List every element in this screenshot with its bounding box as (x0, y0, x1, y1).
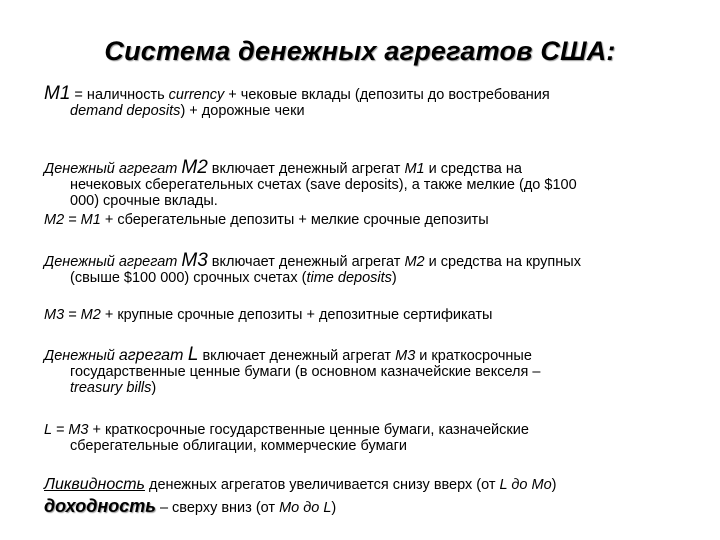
m3-eq-lhs: M3 = M2 (44, 307, 101, 323)
treasury-bills-term: treasury bills (70, 380, 152, 396)
liq-rest2b: ) (331, 500, 337, 516)
liq-rest1: денежных агрегатов увеличивается снизу вверх (от (144, 477, 500, 493)
slide-title: Система денежных агрегатов США: (104, 36, 616, 66)
l-rest1b: и краткосрочные (415, 348, 532, 364)
yield-word: доходность (44, 496, 156, 516)
liq-from: L до Mo (499, 477, 552, 493)
m3-definition (44, 250, 684, 286)
m2-rest1a: включает денежный агрегат (207, 161, 405, 177)
m2-line3: 000) срочные вклады. (70, 193, 218, 209)
m3-m2-ref: M2 (404, 254, 425, 270)
l-line3b: ) (151, 380, 157, 396)
l-line3 (44, 380, 684, 396)
liq-rest2: – сверху вниз (от (155, 500, 280, 516)
m2-label: M2 (181, 157, 208, 178)
liquidity-note (44, 474, 684, 519)
m3-line2b: ) (391, 270, 397, 286)
l-eq-rhs: + краткосрочные государственные ценные бумаги, казначейские (88, 422, 529, 438)
m1-rest1: + чековые вклады (депозиты до востребования (224, 87, 550, 103)
m2-eq-lhs: M2 = M1 (44, 212, 101, 228)
m1-label: M1 (44, 83, 71, 104)
m2-equation (44, 212, 684, 228)
m2-definition (44, 157, 684, 209)
m1-rest2: ) + дорожные чеки (180, 103, 305, 119)
liquidity-word: Ликвидность (44, 476, 145, 493)
liq-rest1b: ) (551, 477, 557, 493)
l-rest1a: включает денежный агрегат (198, 348, 396, 364)
m3-line2a: (свыше $100 000) срочных счетах ( (70, 270, 307, 286)
m2-m1-ref: M1 (404, 161, 425, 177)
m3-equation (44, 307, 684, 323)
m3-label: M3 (181, 250, 208, 271)
l-eq-line2: сберегательные облигации, коммерческие бумаги (70, 438, 407, 454)
l-definition (44, 344, 684, 396)
l-label: L (187, 344, 199, 365)
m1-definition (44, 83, 684, 119)
m1-line2 (44, 103, 684, 119)
currency-term: currency (168, 87, 225, 103)
l-line2: государственные ценные бумаги (в основном казначейские векселя – (70, 364, 541, 380)
m2-prefix: Денежный агрегат (44, 161, 182, 177)
m3-rest1a: включает денежный агрегат (207, 254, 405, 270)
l-agg: агрегат (118, 347, 188, 364)
liq-to: Mo до L (279, 500, 332, 516)
m3-eq-rhs: + крупные срочные депозиты + депозитные сертификаты (100, 307, 493, 323)
l-prefix: Денежный (44, 348, 119, 364)
m2-eq-rhs: + сберегательные депозиты + мелкие срочные депозиты (100, 212, 489, 228)
m2-rest1b: и средства на (424, 161, 522, 177)
demand-deposits-term: demand deposits (70, 103, 181, 119)
l-equation (44, 422, 684, 454)
l-m3-ref: M3 (395, 348, 416, 364)
l-eq-lhs: L = M3 (44, 422, 89, 438)
m3-prefix: Денежный агрегат (44, 254, 182, 270)
time-deposits-term: time deposits (306, 270, 392, 286)
m1-eq: = наличность (70, 87, 169, 103)
m3-line2 (44, 270, 684, 286)
m3-rest1b: и средства на крупных (424, 254, 581, 270)
m2-line2: нечековых сберегательных счетах (save deposits), а также мелкие (до $100 (70, 177, 577, 193)
